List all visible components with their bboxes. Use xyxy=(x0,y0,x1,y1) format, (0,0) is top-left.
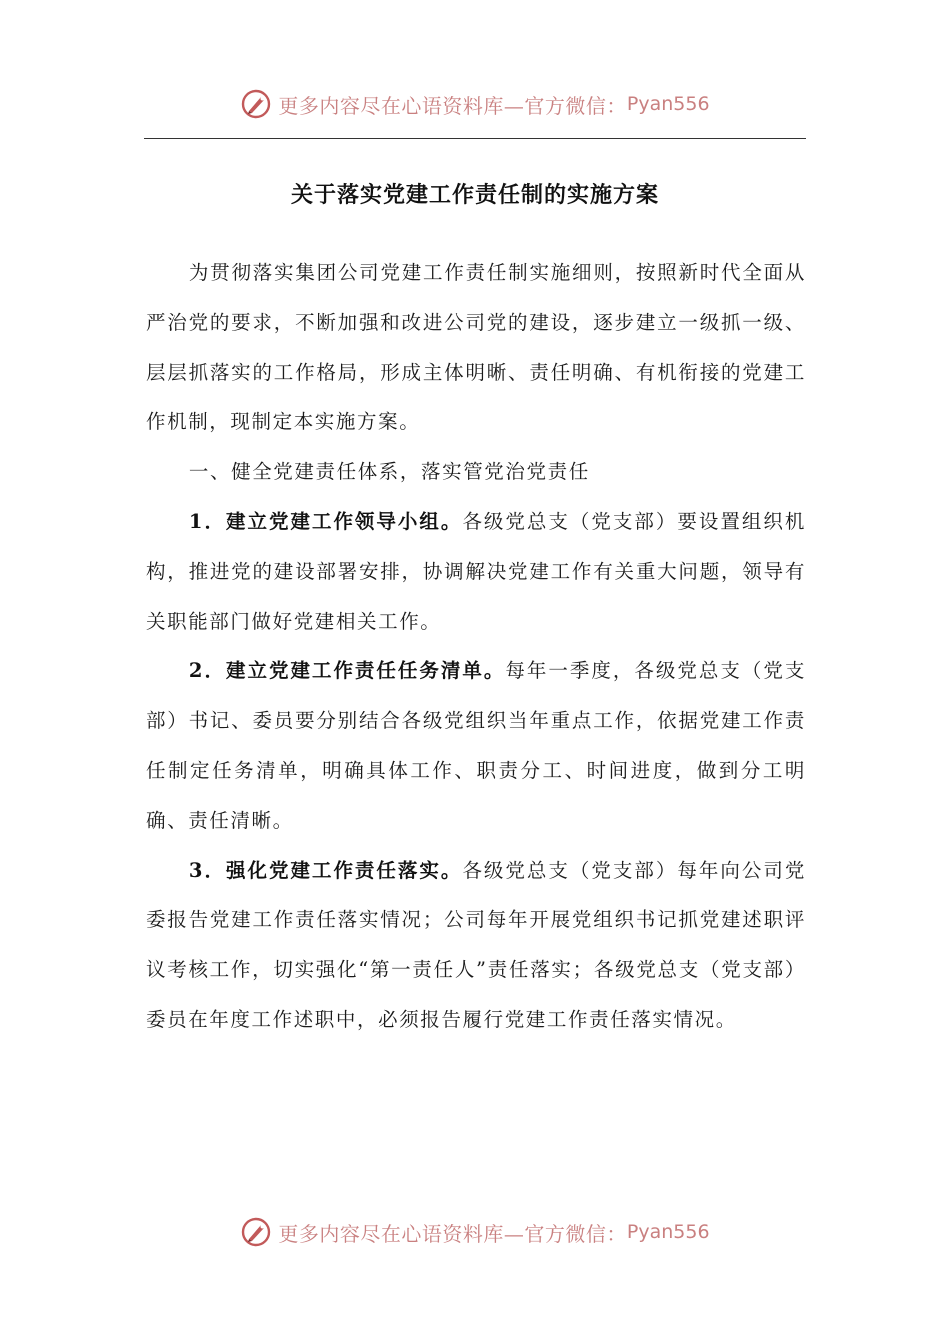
item-lead-3: 3．强化党建工作责任落实。 xyxy=(188,858,463,882)
item-paragraph-2 xyxy=(146,646,806,845)
footer-banner-text: 更多内容尽在心语资料库—官方微信： xyxy=(278,1221,627,1246)
section-heading-1: 一、健全党建责任体系，落实管党治党责任 xyxy=(188,460,590,484)
header-banner xyxy=(0,84,950,124)
pen-logo-icon xyxy=(240,88,272,120)
item-body-3: 各级党总支（党支部）每年向公司党委报告党建工作责任落实情况；公司每年开展党组织书记抓党建述职评议考核工作，切实强化“第一责任人”责任落实；各级党总支（党支部）委员在年度工作述职中，必须报告履行党建工作责任落实情况。 xyxy=(146,858,806,1031)
item-paragraph-1 xyxy=(146,497,806,646)
header-divider xyxy=(144,138,806,139)
pen-logo-icon xyxy=(240,1216,272,1248)
banner-wechat-id: Pyan556 xyxy=(626,93,710,115)
item-body-1: 各级党总支（党支部）要设置组织机构，推进党的建设部署安排，协调解决党建工作有关重大问题，领导有关职能部门做好党建相关工作。 xyxy=(146,509,806,633)
item-body-2: 每年一季度，各级党总支（党支部）书记、委员要分别结合各级党组织当年重点工作，依据党建工作责任制定任务清单，明确具体工作、职责分工、时间进度，做到分工明确、责任清晰。 xyxy=(146,659,806,832)
item-paragraph-3 xyxy=(146,846,806,1045)
item-lead-2: 2．建立党建工作责任任务清单。 xyxy=(188,659,506,683)
document-title: 关于落实党建工作责任制的实施方案 xyxy=(290,182,659,208)
banner-text: 更多内容尽在心语资料库—官方微信： xyxy=(278,93,627,118)
footer-banner xyxy=(0,1212,950,1252)
document-body xyxy=(146,248,806,1045)
footer-banner-wechat-id: Pyan556 xyxy=(626,1221,710,1243)
item-lead-1: 1．建立党建工作领导小组。 xyxy=(188,509,463,533)
intro-paragraph: 为贯彻落实集团公司党建工作责任制实施细则，按照新时代全面从严治党的要求，不断加强和改进公司党的建设，逐步建立一级抓一级、层层抓落实的工作格局，形成主体明晰、责任明确、有机衔接的党建工作机制，现制定本实施方案。 xyxy=(146,261,806,434)
